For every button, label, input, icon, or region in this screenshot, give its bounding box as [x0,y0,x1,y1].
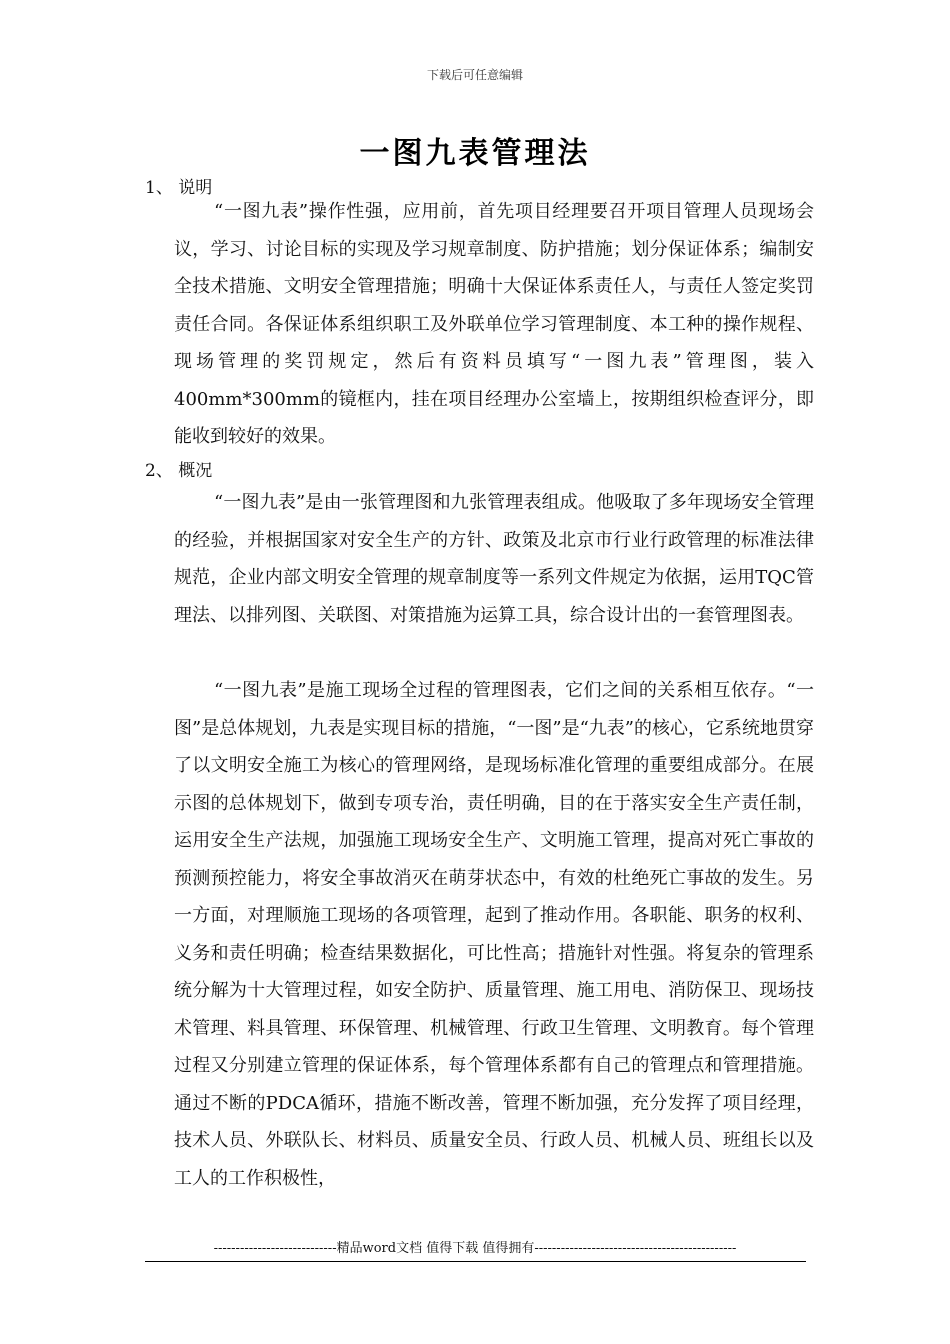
paragraph-explanation: “一图九表”操作性强，应用前，首先项目经理要召开项目管理人员现场会议，学习、讨论目标的实现及学习规章制度、防护措施；划分保证体系；编制安全技术措施、文明安全管理措施；明确十大保证体系责任人，与责任人签定奖罚责任合同。各保证体系组织职工及外联单位学习管理制度、本工种的操作规程、现场管理的奖罚规定，然后有资料员填写“一图九表”管理图，装入400mm*300mm的镜框内，挂在项目经理办公室墙上，按期组织检查评分，即能收到较好的效果。 [174,201,814,447]
footer-note: ----------------------------精品word文档 值得下载 值得拥有---------------------------------------------- [213,1241,737,1256]
paragraph-overview-2: “一图九表”是施工现场全过程的管理图表，它们之间的关系相互依存。“一图”是总体规划，九表是实现目标的措施，“一图”是“九表”的核心，它系统地贯穿了以文明安全施工为核心的管理网络，是现场标准化管理的重要组成部分。在展示图的总体规划下，做到专项专治，责任明确，目的在于落实安全生产责任制，运用安全生产法规，加强施工现场安全生产、文明施工管理，提高对死亡事故的预测预控能力，将安全事故消灭在萌芽状态中，有效的杜绝死亡事故的发生。另一方面，对理顺施工现场的各项管理，起到了推动作用。各职能、职务的权利、义务和责任明确；检查结果数据化，可比性高；措施针对性强。将复杂的管理系统分解为十大管理过程，如安全防护、质量管理、施工用电、消防保卫、现场技术管理、料具管理、环保管理、机械管理、行政卫生管理、文明教育。每个管理过程又分别建立管理的保证体系，每个管理体系都有自己的管理点和管理措施。通过不断的PDCA循环，措施不断改善，管理不断加强，充分发挥了项目经理，技术人员、外联队长、材料员、质量安全员、行政人员、机械人员、班组长以及工人的工作积极性， [174,680,815,1189]
document-title: 一图九表管理法 [359,136,591,171]
paragraph-overview-1: “一图九表”是由一张管理图和九张管理表组成。他吸取了多年现场安全管理的经验，并根据国家对安全生产的方针、政策及北京市行业行政管理的标准法律规范，企业内部文明安全管理的规章制度等一系列文件规定为依据，运用TQC管理法、以排列图、关联图、对策措施为运算工具，综合设计出的一套管理图表。 [174,492,814,626]
section-heading-overview: 2、 概况 [145,461,213,481]
header-note: 下载后可任意编辑 [426,68,523,82]
section-heading-explanation: 1、 说明 [145,178,213,198]
footer-divider [145,1261,806,1262]
